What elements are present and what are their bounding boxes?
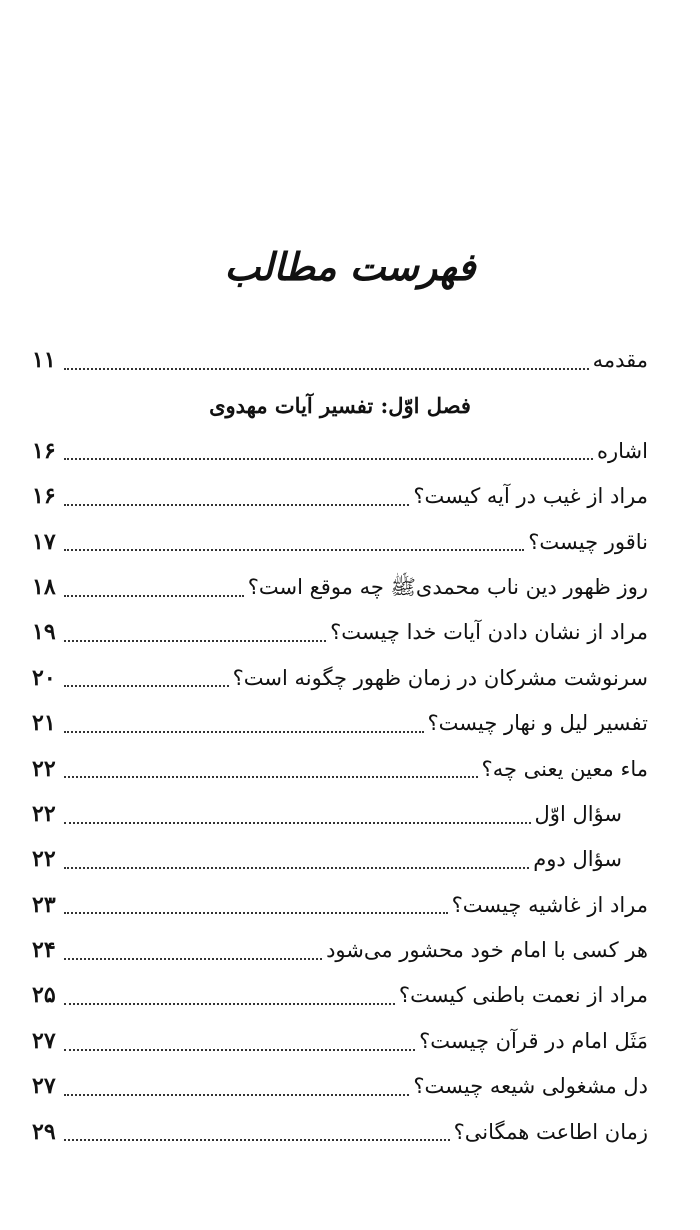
toc-entry[interactable] xyxy=(32,1110,648,1155)
toc-entry[interactable] xyxy=(32,701,648,746)
toc-entry-page: ۲۹ xyxy=(32,1118,56,1145)
toc-entry-page: ۲۴ xyxy=(32,937,56,964)
toc-entry[interactable] xyxy=(32,429,648,474)
leader-dots xyxy=(64,504,409,506)
toc-entry-page: ۲۲ xyxy=(32,755,56,782)
toc-entry-label: دل مشغولی شیعه چیست؟ xyxy=(413,1074,648,1099)
toc-entry[interactable] xyxy=(32,1064,648,1109)
toc-entry-label: ماء معین یعنی چه؟ xyxy=(481,756,648,781)
toc-entry[interactable] xyxy=(32,747,648,792)
leader-dots xyxy=(64,776,478,778)
leader-dots xyxy=(64,912,448,914)
toc-entry[interactable] xyxy=(32,973,648,1018)
toc-entry[interactable] xyxy=(32,656,648,701)
toc-entry-page: ۱۸ xyxy=(32,573,56,600)
toc-entry-page: ۲۷ xyxy=(32,1027,56,1054)
toc-entry[interactable] xyxy=(32,520,648,565)
toc-entry-page: ۱۷ xyxy=(32,528,56,555)
toc-entry-label: روز ظهور دین ناب محمدیﷺ چه موقع است؟ xyxy=(247,574,648,599)
toc-subentry[interactable] xyxy=(32,792,648,837)
chapter-heading[interactable] xyxy=(32,383,648,428)
toc-entry-label: مراد از نعمت باطنی کیست؟ xyxy=(398,983,648,1008)
leader-dots xyxy=(64,1094,409,1096)
toc-entry-label: سرنوشت مشرکان در زمان ظهور چگونه است؟ xyxy=(232,665,648,690)
toc-entry-page: ۱۱ xyxy=(32,347,56,373)
leader-dots xyxy=(64,595,244,597)
toc-entry-label: اشاره xyxy=(597,438,648,463)
toc-entry-page: ۲۲ xyxy=(32,800,56,827)
leader-dots xyxy=(64,958,322,960)
leader-dots xyxy=(64,640,326,642)
toc-entry-label: ناقور چیست؟ xyxy=(528,529,648,554)
toc-entry-label: مقدمه xyxy=(592,348,648,372)
leader-dots xyxy=(64,1049,415,1051)
toc-entry-label: تفسیر لیل و نهار چیست؟ xyxy=(427,711,648,736)
toc-subentry[interactable] xyxy=(32,837,648,882)
toc-entry-page: ۲۰ xyxy=(32,664,56,691)
toc-entry-page: ۲۷ xyxy=(32,1073,56,1100)
toc-entry[interactable] xyxy=(32,1019,648,1064)
toc-subentry-label: سؤال اوّل xyxy=(534,801,622,826)
toc-subentry-label: سؤال دوم xyxy=(533,847,622,872)
leader-dots xyxy=(64,1003,395,1005)
toc-entry[interactable] xyxy=(32,338,648,383)
page-title: فهرست مطالب xyxy=(224,244,476,289)
toc-entry-page: ۲۵ xyxy=(32,982,56,1009)
toc-entry-page: ۱۹ xyxy=(32,619,56,646)
toc-entry-page: ۱۶ xyxy=(32,483,56,510)
toc-entry[interactable] xyxy=(32,883,648,928)
toc-entry-label: مَثَل امام در قرآن چیست؟ xyxy=(419,1028,648,1053)
leader-dots xyxy=(64,549,524,551)
toc-entry[interactable] xyxy=(32,928,648,973)
leader-dots xyxy=(64,1139,450,1141)
toc-entry-page: ۲۱ xyxy=(32,710,56,737)
toc-entry-label: زمان اطاعت همگانی؟ xyxy=(453,1119,648,1144)
leader-dots xyxy=(64,368,589,370)
toc-entry-page: ۱۶ xyxy=(32,437,56,464)
toc-entry[interactable] xyxy=(32,474,648,519)
leader-dots xyxy=(64,685,229,687)
toc-entry-label: هر کسی با امام خود محشور می‌شود xyxy=(326,938,648,963)
leader-dots xyxy=(64,822,531,824)
toc-entry-page: ۲۲ xyxy=(32,846,56,873)
toc-entry[interactable] xyxy=(32,565,648,610)
leader-dots xyxy=(64,867,529,869)
toc-entry-label: مراد از غیب در آیه کیست؟ xyxy=(413,484,648,509)
table-of-contents xyxy=(32,338,648,1155)
toc-entry-label: مراد از نشان دادن آیات خدا چیست؟ xyxy=(330,620,648,645)
toc-entry[interactable] xyxy=(32,610,648,655)
leader-dots xyxy=(64,731,424,733)
chapter-heading-label: فصل اوّل: تفسیر آیات مهدوی xyxy=(209,393,471,419)
toc-entry-label: مراد از غاشیه چیست؟ xyxy=(451,892,648,917)
toc-entry-page: ۲۳ xyxy=(32,891,56,918)
leader-dots xyxy=(64,458,593,460)
